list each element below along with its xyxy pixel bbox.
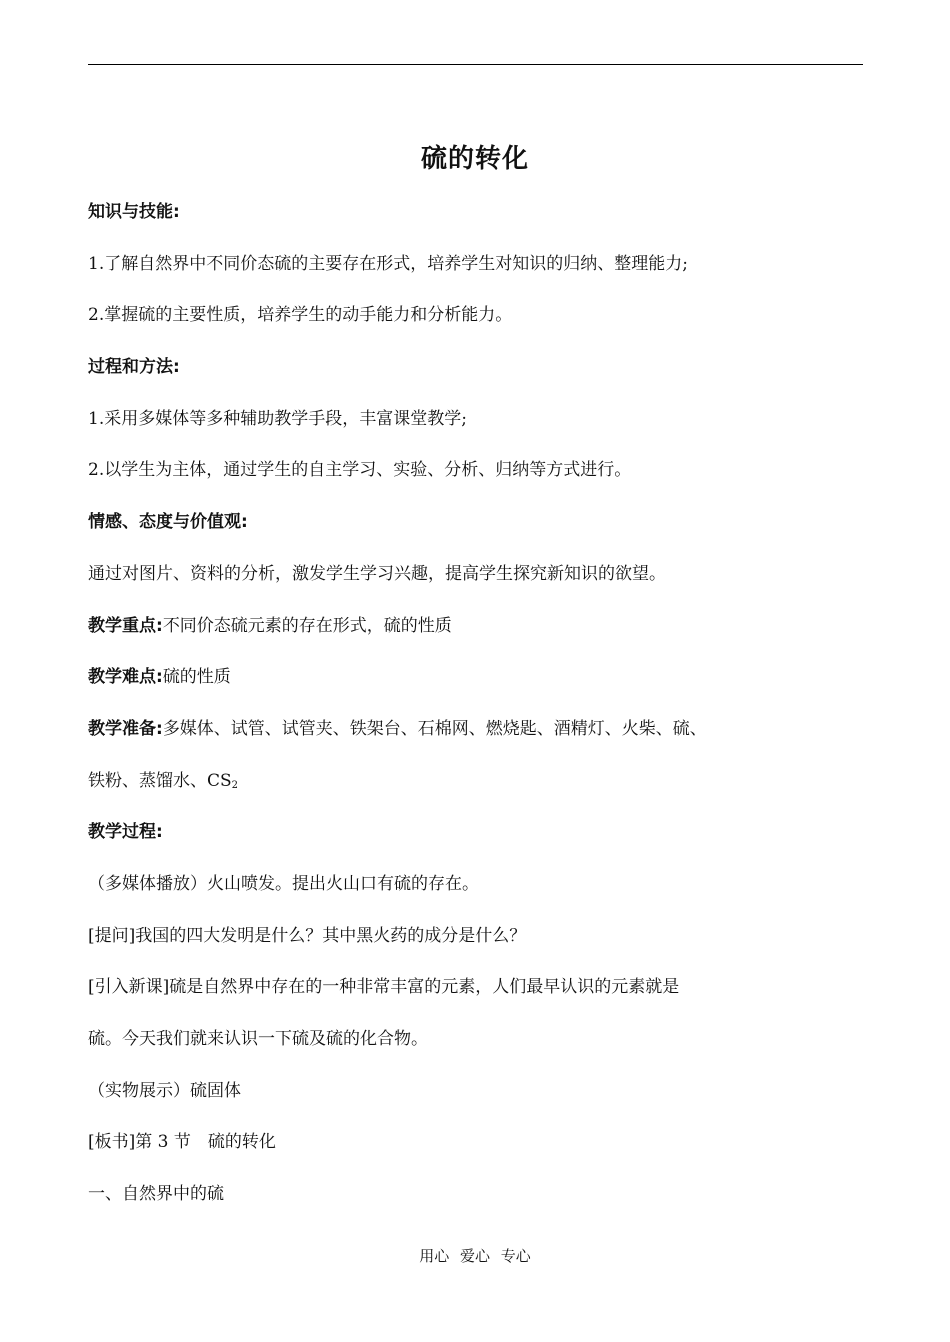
attitude-item-1: 通过对图片、资料的分析，激发学生学习兴趣，提高学生探究新知识的欲望。: [88, 563, 666, 584]
process-line-4: 硫。今天我们就来认识一下硫及硫的化合物。: [88, 1029, 428, 1049]
process-line-3: [引入新课]硫是自然界中存在的一种非常丰富的元素，人们最早认识的元素就是: [88, 977, 680, 998]
knowledge-item-1: 1.了解自然界中不同价态硫的主要存在形式，培养学生对知识的归纳、整理能力;: [88, 253, 688, 274]
knowledge-item-2: 2.掌握硫的主要性质，培养学生的动手能力和分析能力。: [88, 305, 513, 326]
footer-word-3: 专心: [500, 1247, 531, 1265]
difficulties: [88, 661, 858, 713]
preparation-text-line2: 铁粉、蒸馏水、CS: [88, 770, 232, 791]
process-item-2: 2.以学生为主体，通过学生的自主学习、实验、分析、归纳等方式进行。: [88, 460, 632, 481]
footer-word-2: 爱心: [459, 1247, 490, 1265]
difficulties-label: 教学难点:: [88, 667, 163, 688]
footer-word-1: 用心: [419, 1247, 450, 1265]
process-line-2: [提问]我国的四大发明是什么？其中黑火药的成分是什么？: [88, 925, 527, 946]
teaching-process-heading: 教学过程:: [88, 822, 163, 843]
process-line-6: [板书]第 3 节 硫的转化: [88, 1132, 276, 1153]
process-line-1: （多媒体播放）火山喷发。提出火山口有硫的存在。: [88, 873, 479, 894]
preparation: [88, 713, 858, 765]
key-points-label: 教学重点:: [88, 615, 163, 636]
difficulties-text: 硫的性质: [162, 667, 231, 688]
preparation-text-line1: 多媒体、试管、试管夹、铁架台、石棉网、燃烧匙、酒精灯、火柴、硫、: [162, 718, 707, 739]
preparation-subscript: 2: [231, 779, 239, 791]
page-footer: [0, 1244, 950, 1268]
attitude-heading: 情感、态度与价值观:: [88, 512, 248, 533]
knowledge-heading: 知识与技能:: [88, 202, 180, 222]
preparation-continued: [88, 765, 858, 817]
document-body: [88, 196, 858, 1230]
page-title: 硫的转化: [420, 144, 529, 174]
process-item-1: 1.采用多媒体等多种辅助教学手段，丰富课堂教学;: [88, 408, 467, 429]
process-line-7: 一、自然界中的硫: [88, 1184, 224, 1205]
header-rule: [88, 64, 863, 65]
process-heading: 过程和方法:: [88, 357, 180, 378]
key-points: [88, 610, 858, 662]
key-points-text: 不同价态硫元素的存在形式，硫的性质: [162, 615, 452, 636]
process-line-5: （实物展示）硫固体: [88, 1080, 241, 1101]
preparation-label: 教学准备:: [88, 718, 163, 739]
